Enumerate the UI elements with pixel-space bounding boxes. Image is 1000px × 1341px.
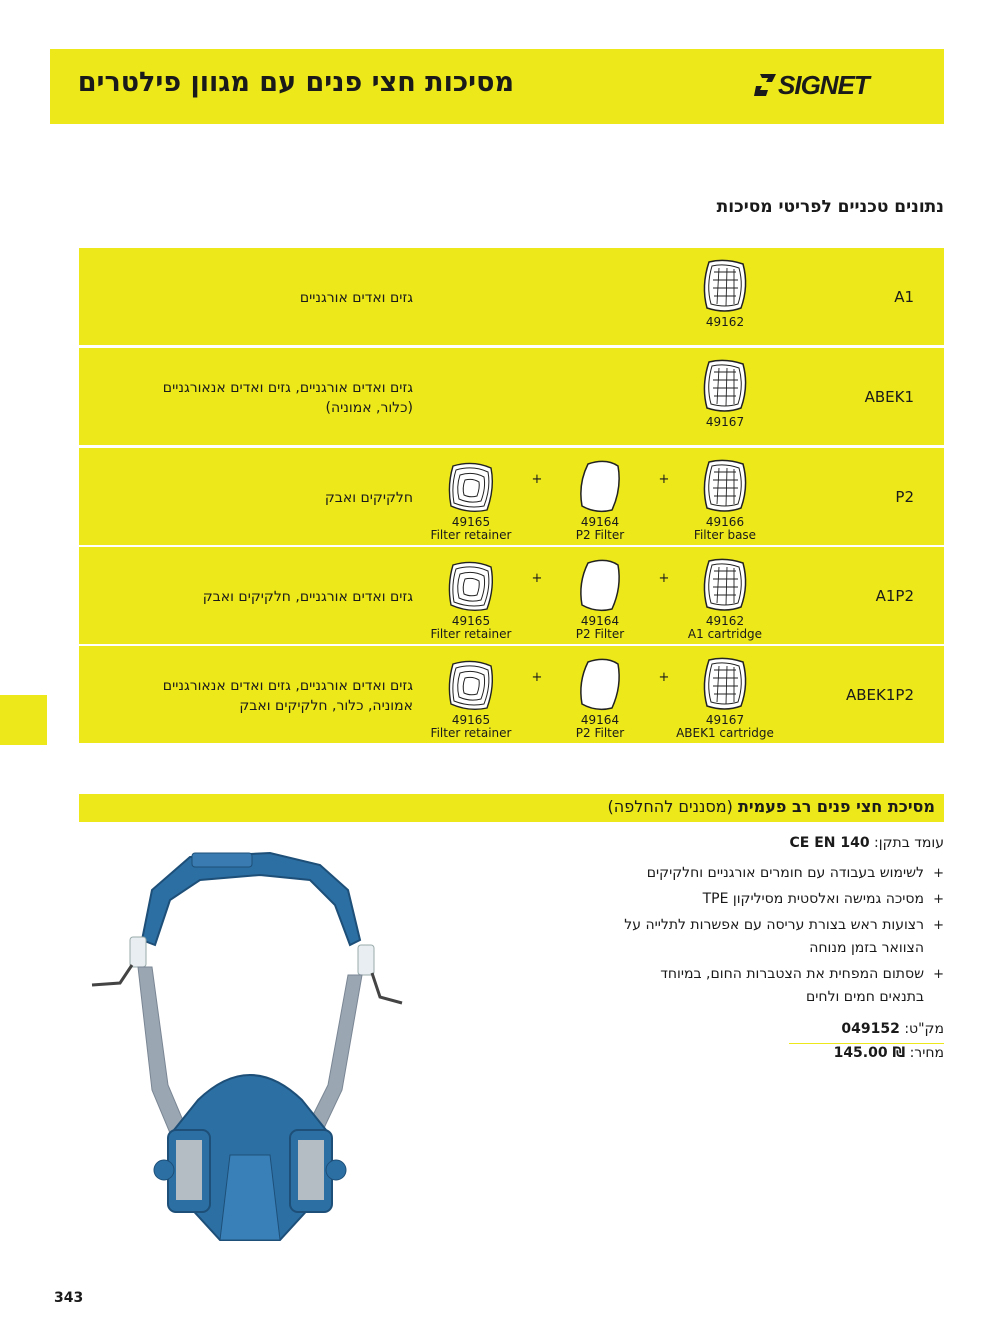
filter-number: 49164 [580,713,620,727]
filter-label: Filter base [693,528,757,542]
filter-item [670,256,780,329]
filter-number: 49166 [705,515,745,529]
filter-item [670,555,780,641]
row-description [203,587,413,607]
standard-label: עומד בתקן: [874,835,944,851]
row-code: A1P2 [875,587,914,605]
product-title [608,797,935,816]
row-description [163,378,413,418]
cartridge-icon [697,356,753,416]
sku-divider [789,1043,944,1044]
row-divider [79,345,944,347]
feature-text: רצועות ראש בצורת עריסה עם אפשרות לתלייה על הצוואר בזמן מנוחה [624,917,924,956]
side-tab-marker [0,695,47,745]
signet-logo [754,72,916,102]
filter-item [545,654,655,740]
filter-number: 49162 [705,614,745,628]
filter-item [416,456,526,542]
filter-pad-icon [572,456,628,516]
price-line [834,1045,944,1061]
plus-bullet-icon: + [933,967,944,982]
feature-text: לשימוש בעבודה עם חומרים אורגניים וחלקיקים [646,865,924,881]
plus-sign: + [531,472,543,487]
retainer-icon [443,456,499,516]
filter-label: Filter retainer [430,726,512,740]
cartridge-icon [697,654,753,714]
sku-line [841,1021,944,1037]
row-description [163,676,413,716]
filter-item [545,456,655,542]
filter-item [416,654,526,740]
sku-label: מק"ט: [904,1021,944,1037]
plus-bullet-icon: + [933,866,944,881]
plus-sign: + [658,472,670,487]
row-code: A1 [894,288,914,306]
spec-row-abek1p2 [79,646,944,743]
filter-number: 49164 [580,515,620,529]
filter-label: P2 Filter [575,726,625,740]
header-band [50,49,944,124]
row-description [325,488,413,508]
row-description [300,288,413,308]
filter-number: 49165 [451,515,491,529]
brand-name: SIGNET [778,70,869,100]
filter-label: Filter retainer [430,528,512,542]
signet-logo-mark-icon [754,72,778,98]
row-description-line: גזים ואדים אורגניים [299,290,413,306]
row-divider [79,445,944,447]
retainer-icon [443,555,499,615]
product-title-main: מסיכת חצי פנים רב פעמית [738,797,935,816]
filter-number: 49167 [705,713,745,727]
row-description-line: גזים ואדים אורגניים, חלקיקים ואבק [202,589,413,605]
feature-text: מסיכה גמישה ואלסטית מסיליקון TPE [702,891,924,907]
plus-sign: + [531,571,543,586]
row-code: P2 [895,488,914,506]
page-title: מסיכות חצי פנים עם מגוון פילטרים [77,67,514,98]
spec-row-p2 [79,448,944,545]
row-description-line: אמוניה, כלור, חלקיקים ואבק [239,698,413,714]
filter-number: 49165 [451,713,491,727]
cartridge-icon [697,555,753,615]
filter-number: 49167 [705,415,745,429]
plus-sign: + [658,670,670,685]
filter-item [670,456,780,542]
sku-value: 049152 [841,1021,900,1037]
filter-label: P2 Filter [575,627,625,641]
half-face-mask-image [80,845,420,1270]
standard-value: CE EN 140 [789,835,870,851]
filter-pad-icon [572,654,628,714]
standard-line [790,835,945,851]
cartridge-icon [697,256,753,316]
price-value: 145.00 ₪ [833,1045,906,1061]
filter-label: P2 Filter [575,528,625,542]
feature-text: שסתום המפחית את הצטברות החום, במיוחד בתנאים חמים ולחים [660,966,924,1005]
filter-label: Filter retainer [430,627,512,641]
plus-bullet-icon: + [933,892,944,907]
section-title: נתונים טכניים לפריטי מסיכות [716,197,944,217]
filter-number: 49164 [580,614,620,628]
product-title-note: (מסננים להחלפה) [607,797,733,816]
product-band [79,794,944,822]
feature-item [624,914,944,960]
spec-row-a1 [79,248,944,345]
feature-item [624,888,944,911]
row-description-line: גזים ואדים אורגניים, גזים ואדים אנאורגניים [162,380,413,396]
plus-bullet-icon: + [933,918,944,933]
filter-label: A1 cartridge [687,627,763,641]
spec-table [79,248,944,746]
retainer-icon [443,654,499,714]
row-description-line: חלקיקים ואבק [324,490,413,506]
filter-label: ABEK1 cartridge [676,726,774,740]
filter-item [545,555,655,641]
plus-sign: + [658,571,670,586]
spec-row-abek1 [79,348,944,445]
filter-item [670,654,780,740]
row-description-line: (כלור, אמוניה) [325,400,413,416]
spec-row-a1p2 [79,547,944,644]
feature-item [624,963,944,1009]
plus-sign: + [531,670,543,685]
filter-pad-icon [572,555,628,615]
feature-item [624,862,944,885]
row-description-line: גזים ואדים אורגניים, גזים ואדים אנאורגניים [162,678,413,694]
feature-list [624,862,944,1012]
row-code: ABEK1 [864,388,914,406]
filter-item [416,555,526,641]
filter-number: 49162 [705,315,745,329]
price-label: מחיר: [909,1045,944,1061]
cartridge-icon [697,456,753,516]
filter-number: 49165 [451,614,491,628]
page-number: 343 [54,1290,84,1306]
filter-item [670,356,780,429]
row-code: ABEK1P2 [846,686,914,704]
